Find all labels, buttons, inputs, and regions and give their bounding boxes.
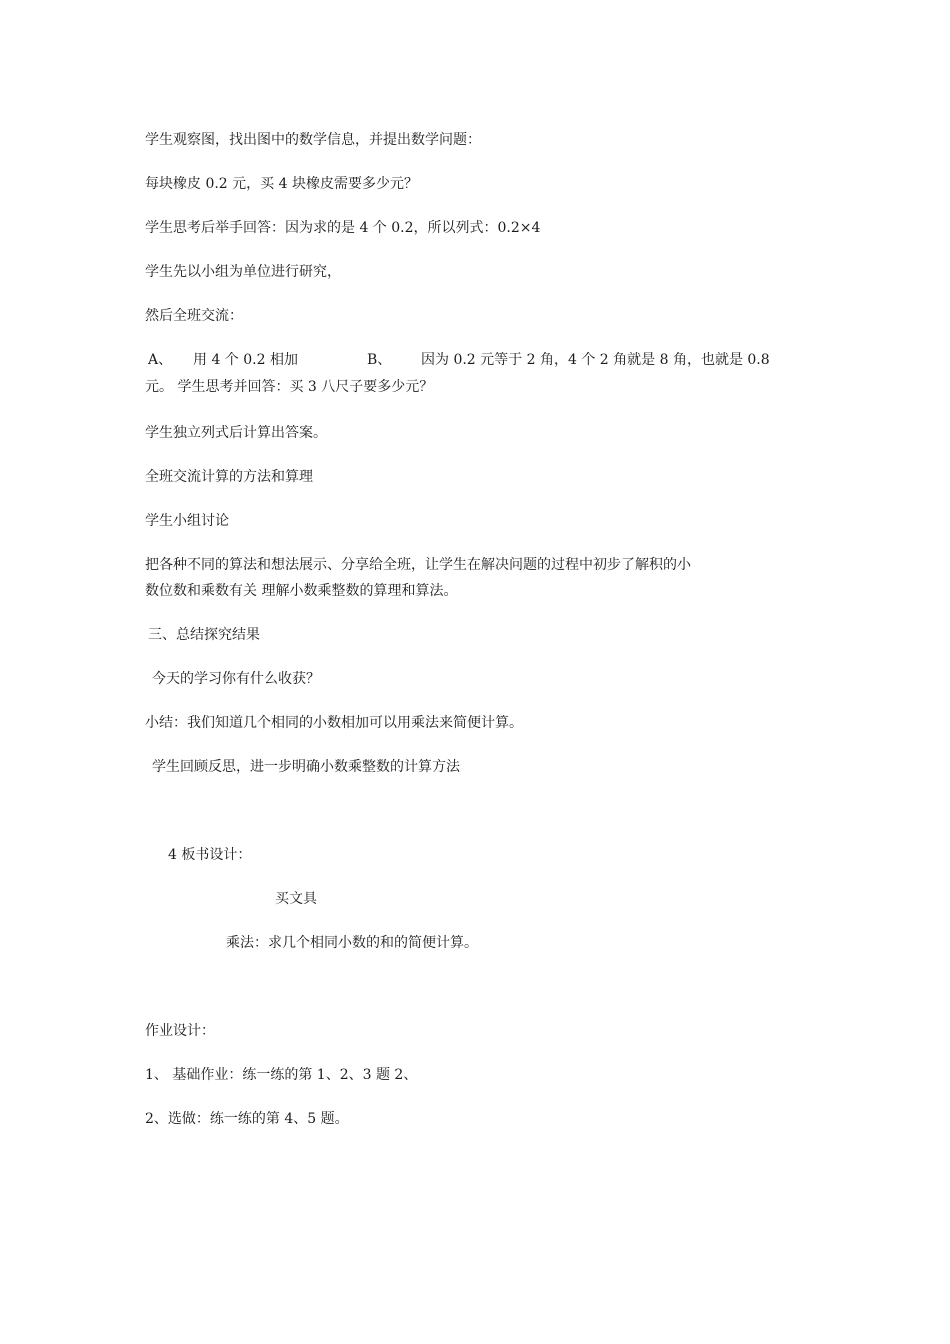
board-content: 乘法：求几个相同小数的和的简便计算。	[226, 935, 478, 951]
homework-heading: 作业设计：	[145, 1023, 215, 1039]
paragraph-observe: 学生观察图，找出图中的数学信息，并提出数学问题：	[145, 132, 481, 148]
paragraph-independent: 学生独立列式后计算出答案。	[145, 425, 327, 441]
option-b-continuation: 元。 学生思考并回答：买 3 八尺子要多少元？	[145, 379, 434, 395]
option-a-text: 用 4 个 0.2 相加	[193, 352, 298, 368]
paragraph-share-line1: 把各种不同的算法和想法展示、分享给全班，让学生在解决问题的过程中初步了解积的小	[145, 557, 691, 573]
paragraph-class-exchange: 然后全班交流：	[145, 308, 243, 324]
option-b-label: B、	[367, 352, 392, 368]
paragraph-methods: 全班交流计算的方法和算理	[145, 469, 313, 485]
board-design-heading: 4 板书设计：	[168, 847, 252, 863]
paragraph-share-line2: 数位数和乘数有关 理解小数乘整数的算理和算法。	[145, 583, 458, 599]
option-a-label: A、	[148, 352, 173, 368]
homework-item-2: 2、选做：练一练的第 4、5 题。	[145, 1111, 349, 1127]
option-b-text: 因为 0.2 元等于 2 角，4 个 2 角就是 8 角，也就是 0.8	[421, 352, 770, 368]
paragraph-conclusion: 小结：我们知道几个相同的小数相加可以用乘法来简便计算。	[145, 715, 523, 731]
paragraph-discussion: 学生小组讨论	[145, 513, 229, 529]
paragraph-reflection: 学生回顾反思，进一步明确小数乘整数的计算方法	[152, 759, 460, 775]
section-heading-summary: 三、总结探究结果	[148, 627, 260, 643]
paragraph-question: 每块橡皮 0.2 元，买 4 块橡皮需要多少元？	[145, 176, 418, 192]
paragraph-answer: 学生思考后举手回答：因为求的是 4 个 0.2，所以列式：0.2×4	[145, 220, 541, 236]
homework-item-1: 1、 基础作业：练一练的第 1、2、3 题 2、	[145, 1067, 418, 1083]
board-title: 买文具	[275, 891, 317, 907]
paragraph-harvest: 今天的学习你有什么收获？	[152, 671, 320, 687]
paragraph-group-study: 学生先以小组为单位进行研究，	[145, 264, 341, 280]
